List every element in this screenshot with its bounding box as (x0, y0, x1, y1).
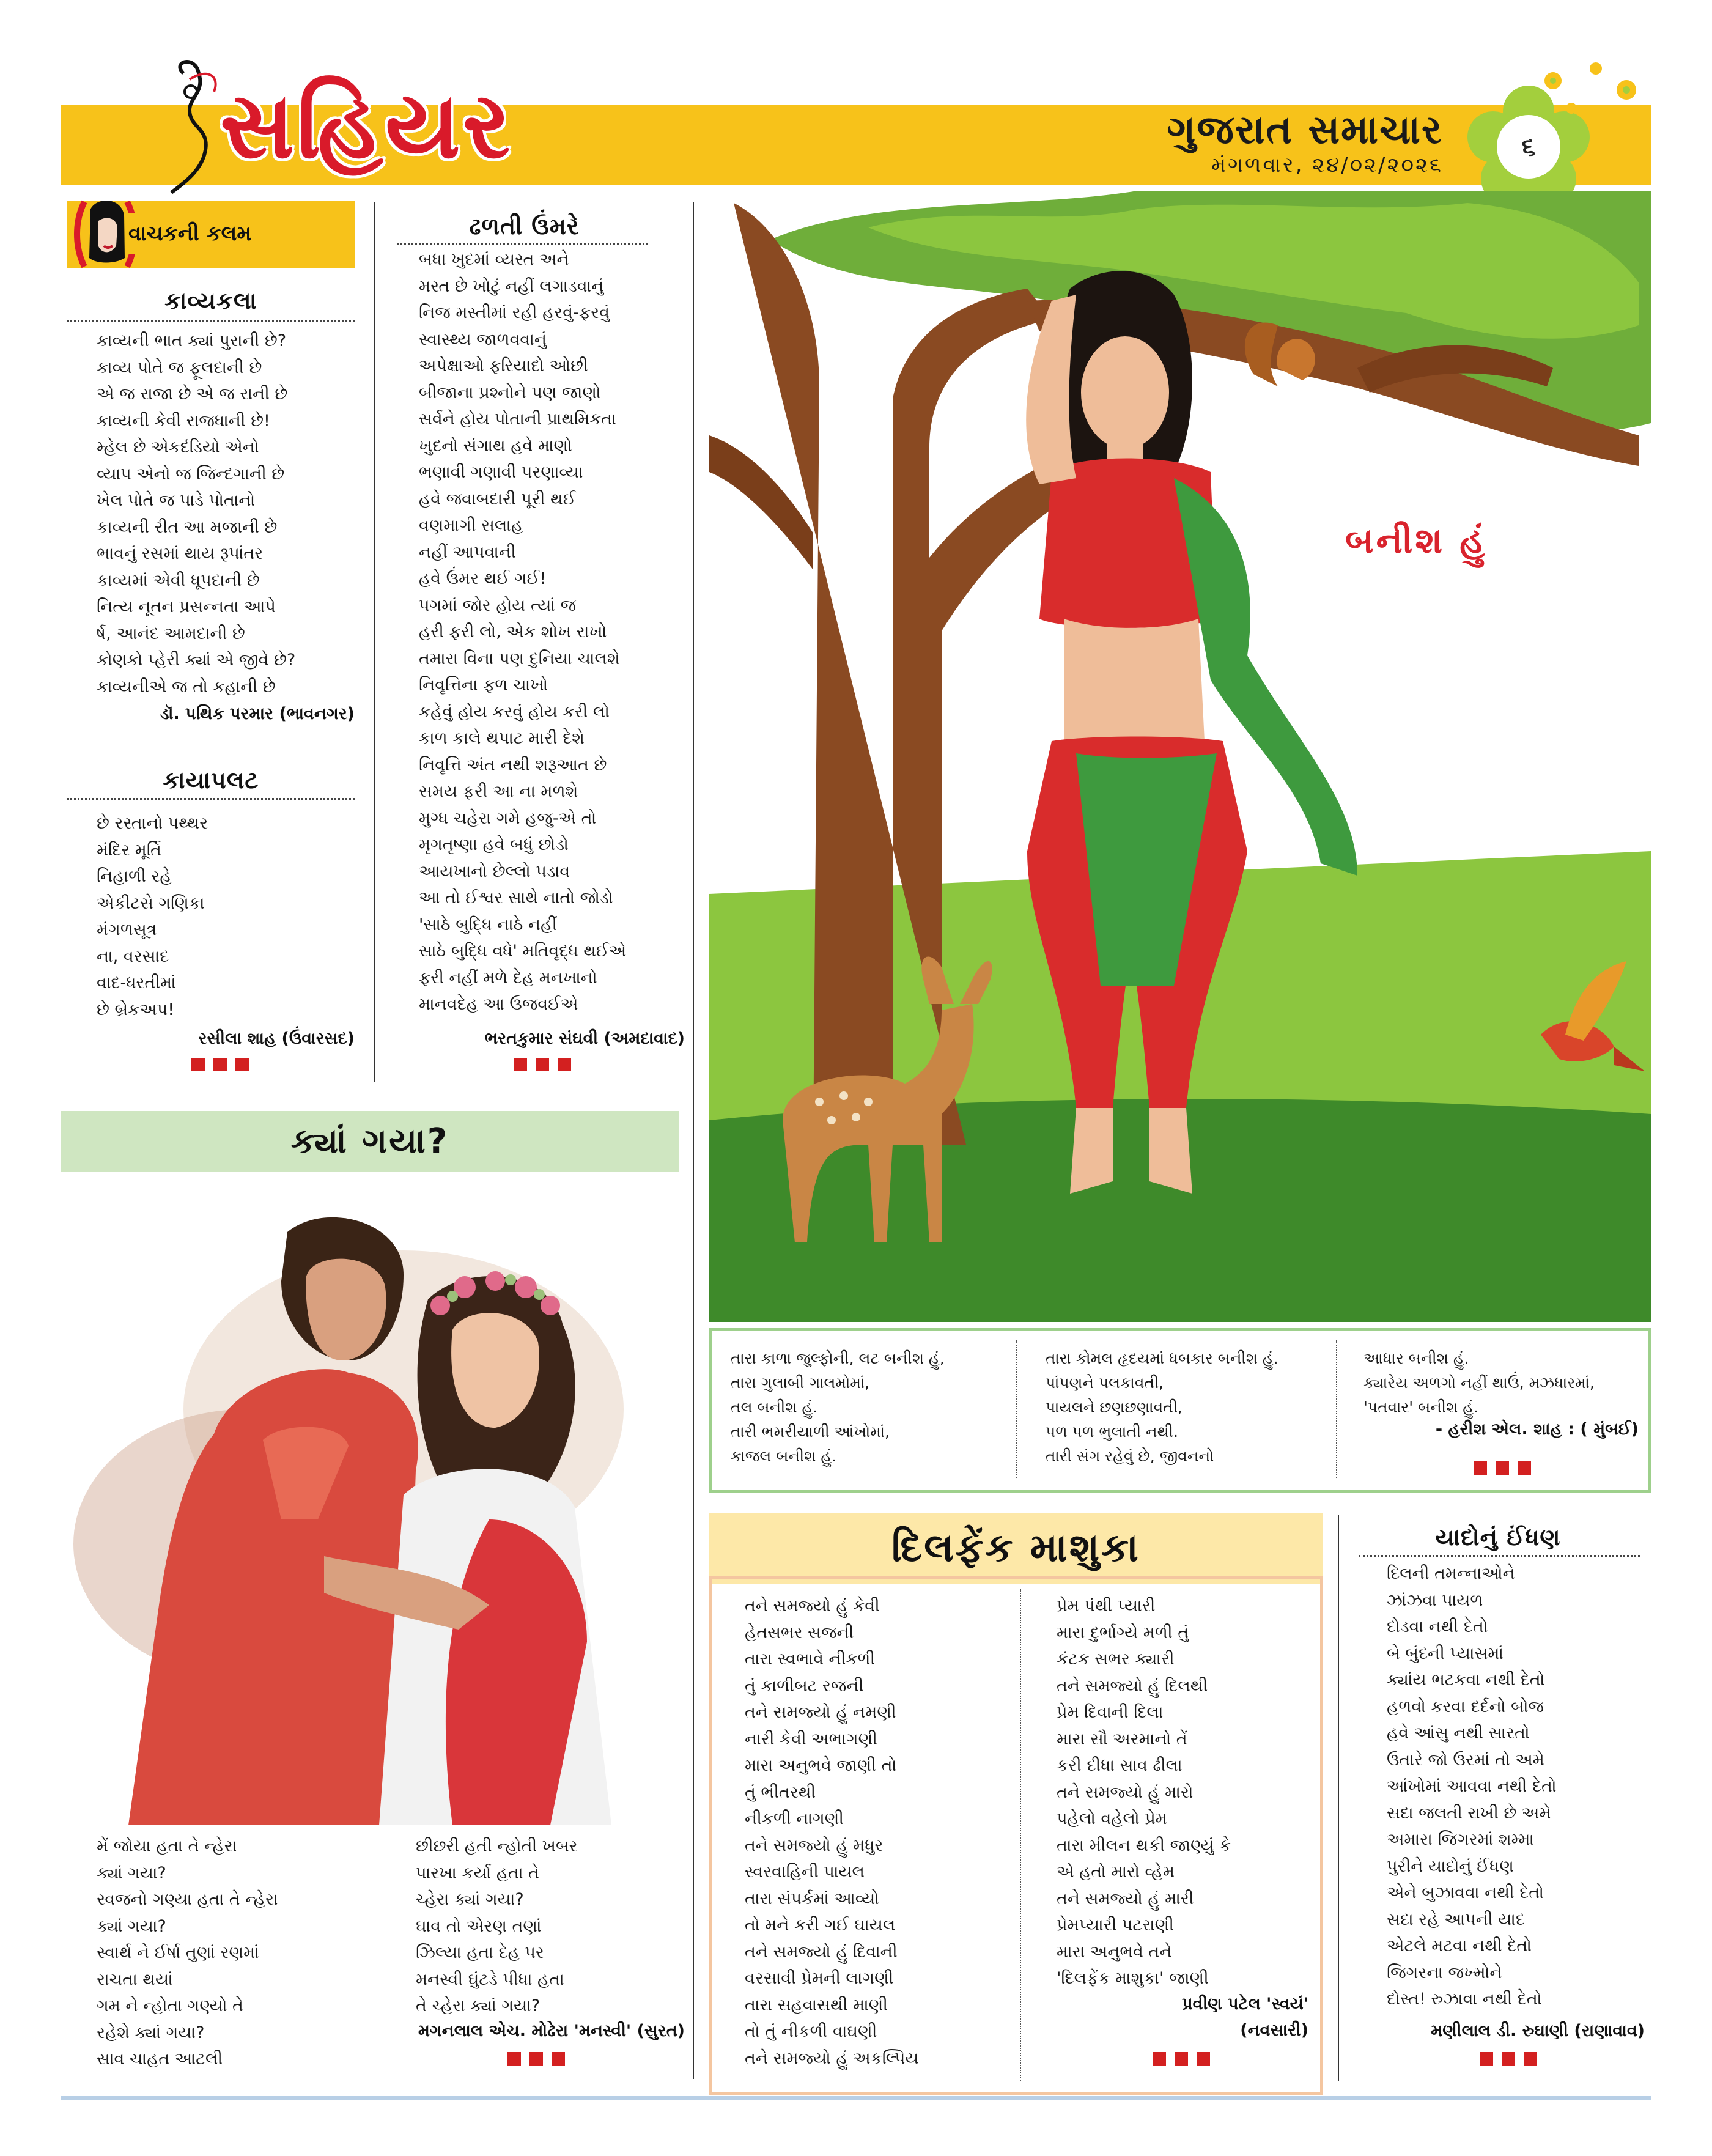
poem-credit: ભરતકુમાર સંઘવી (અમદાવાદ) (484, 1029, 685, 1048)
poem-line: કરી દીધા સાવ ઢીલા (1057, 1756, 1183, 1775)
poem-line: તું કાળીબટ રજની (745, 1676, 864, 1696)
title-divider (67, 320, 355, 322)
poem-line: મારા દુર્ભાગ્યે મળી તું (1057, 1623, 1189, 1642)
poem-line: પાયલને છણછણાવતી, (1046, 1398, 1183, 1416)
poem-line: મંદિર મૂર્તિ (97, 840, 161, 860)
poem-line: ક્યાંય ભટકવા નથી દેતો (1387, 1671, 1545, 1689)
poem-title-kayapalat: કાયાપલટ (163, 767, 259, 794)
poem-line: સર્વને હોય પોતાની પ્રાથમિકતા (419, 410, 616, 429)
poem-line: નીકળી નાગણી (745, 1809, 844, 1828)
poem-line: અપેક્ષાઓ ફરિયાદો ઓછી (419, 356, 588, 375)
title-divider (397, 243, 648, 245)
poem-line: સ્વાસ્થ્ય જાળવવાનું (419, 330, 547, 349)
poem-title-dhalti: ઢળતી ઉંમરે (469, 213, 580, 240)
poem-line: મારા અનુભવે જાણી તો (745, 1756, 897, 1775)
poem-line: મૃગતૃષ્ણા હવે બધું છોડો (419, 835, 569, 854)
poem-line: એને બુઝાવવા નથી દેતો (1387, 1883, 1544, 1902)
poem-line: માનવદેહ આ ઉજવઈએ (419, 995, 578, 1014)
poem-line: તે ચ્હેરા ક્યાં ગયા? (416, 1996, 541, 2015)
poem-line: વાદ-ધરતીમાં (97, 973, 176, 992)
section-logo (147, 55, 513, 196)
poem-line: તારા કોમલ હૃદયમાં ધબકાર બનીશ હું. (1046, 1349, 1278, 1367)
poem-line: કાવ્ય પોતે જ ફૂલદાની છે (97, 358, 262, 377)
poem-line: પાંપણને પલકાવતી, (1046, 1374, 1164, 1392)
banish-col-2 (1046, 1346, 1327, 1469)
poem-line: ક્યાં ગયા? (97, 1863, 166, 1883)
poem-line: તને સમજ્યો હું દિવાની (745, 1942, 898, 1962)
poem-line: નહીં આપવાની (419, 542, 516, 562)
poem-line: ક્યાં ગયા? (97, 1916, 166, 1936)
poem-line: અમારા જિગરમાં શમ્મા (1387, 1830, 1534, 1849)
poem-line: કોણકો પ્હેરી ક્યાં એ જીવે છે? (97, 651, 296, 670)
poem-line: મારા અનુભવે તને (1057, 1942, 1172, 1962)
poem-line: તું ભીતરથી (745, 1782, 816, 1802)
poem-credit: રસીલા શાહ (ઉંવારસદ) (198, 1029, 355, 1048)
kya-gaya-banner: ક્યાં ગયા? (61, 1111, 679, 1172)
poem-title-yaado: યાદોનું ઈંધણ (1435, 1524, 1561, 1551)
banish-col-3 (1363, 1346, 1645, 1420)
poem-line: છે બ્રેકઅપ! (97, 1000, 175, 1019)
poem-line: સ્વજનો ગણ્યા હતા તે ન્હેરા (97, 1890, 278, 1909)
poem-line: ભણાવી ગણાવી પરણાવ્યા (419, 463, 583, 482)
bottom-rule (61, 2096, 1651, 2100)
poem-line: મેં જોયા હતા તે ન્હેરા (97, 1837, 237, 1856)
poem-line: તારા કાળા જુલ્ફોની, લટ બનીશ હું, (731, 1349, 945, 1367)
issue-date: મંગળવાર, ૨૪/૦૨/૨૦૨૬ (1211, 153, 1443, 177)
poem-line: 'પતવાર' બનીશ હું. (1363, 1398, 1478, 1416)
poem-line: હેતસભર સજની (745, 1623, 854, 1642)
woman-under-tree-illustration (709, 191, 1651, 1322)
poem-credit: મગનલાલ એચ. મોઢેરા 'મનસ્વી' (સુરત) (418, 2021, 685, 2040)
dilfenk-col-2 (1057, 1593, 1313, 1992)
column-divider (1336, 1340, 1337, 1478)
poem-line: બીજાના પ્રશ્નોને પણ જાણો (419, 383, 601, 402)
poem-line: વ્યાપ એનો જ જિન્દગાની છે (97, 464, 285, 484)
poem-line: ર્ષ, આનંદ આમદાની છે (97, 624, 245, 643)
couple-illustration (61, 1177, 679, 1825)
poem-line: આ તો ઈશ્વર સાથે નાતો જોડો (419, 888, 613, 907)
poem-line: પ્રેમ દિવાની દિલા (1057, 1703, 1164, 1722)
poem-line: કહેવું હોય કરવું હોય કરી લો (419, 702, 610, 722)
poem-line: મંગળસૂત્ર (97, 920, 157, 939)
end-mark (1474, 1461, 1535, 1475)
poem-line: તો તું નીકળી વાઘણી (745, 2022, 877, 2041)
poem-line: કાવ્યની રીત આ મજાની છે (97, 517, 278, 537)
poem-line: કાવ્યમાં એવી ધૂપદાની છે (97, 570, 260, 590)
poem-line: કાવ્યની ભાત ક્યાં પુરાની છે? (97, 331, 287, 350)
poem-line: પારખા કર્યા હતા તે (416, 1863, 540, 1883)
poem-credit: ડૉ. પથિક પરમાર (ભાવનગર) (160, 704, 355, 723)
poem-yaado (1387, 1560, 1644, 2013)
title-divider (1359, 1555, 1640, 1557)
end-mark (507, 2052, 569, 2066)
poem-line: તમારા વિના પણ દુનિયા ચાલશે (419, 649, 620, 668)
poem-line: ગમ ને ન્હોતા ગણ્યો તે (97, 1996, 243, 2015)
page-number: ૬ (1521, 133, 1536, 161)
poem-line: નિત્ય નૂતન પ્રસન્નતા આપે (97, 597, 276, 616)
section-logo-text: સહિયર (220, 72, 513, 179)
poem-line: હવે જવાબદારી પૂરી થઈ (419, 489, 576, 509)
poem-line: રાચતા થયાં (97, 1970, 173, 1989)
poem-line: હવે ઉંમર થઈ ગઈ! (419, 569, 547, 588)
poem-line: નિવૃત્તિના ફળ ચાખો (419, 676, 548, 695)
poem-credit: મણીલાલ ડી. રુઘાણી (રાણાવાવ) (1431, 2021, 1645, 2040)
poem-kavyakala (97, 328, 360, 700)
poem-line: જિગરના જખ્મોને (1387, 1963, 1502, 1982)
title-divider (67, 798, 355, 800)
poem-line: ચ્હેરા ક્યાં ગયા? (416, 1890, 524, 1909)
column-divider (374, 202, 375, 1082)
poem-line: વણમાગી સલાહ (419, 516, 523, 535)
banish-col-1 (731, 1346, 1012, 1469)
banish-title: બનીશ હું (1345, 520, 1488, 561)
dilfenk-col-1 (745, 1593, 1026, 2072)
poem-credit: પ્રવીણ પટેલ 'સ્વયં' (1182, 1995, 1308, 2014)
poem-credit-place: (નવસારી) (1240, 2021, 1308, 2040)
poem-line: કાવ્યની કેવી રાજધાની છે! (97, 411, 270, 430)
poem-line: હવે આંસુ નથી સારતો (1387, 1724, 1530, 1743)
end-mark (1480, 2052, 1541, 2066)
poem-line: બે બુંદની પ્યાસમાં (1387, 1644, 1504, 1663)
poem-line: 'દિલફેંક માશુકા' જાણી (1057, 1969, 1209, 1988)
poem-line: એટલે મટવા નથી દેતો (1387, 1936, 1532, 1955)
poem-line: હળવો કરવા દર્દનો બોજ (1387, 1697, 1544, 1716)
poem-line: તને સમજ્યો હું મારી (1057, 1889, 1194, 1908)
column-divider (693, 202, 694, 2079)
poem-line: મુગ્ધ ચહેરા ગમે હજુ-એ તો (419, 808, 597, 828)
poem-line: ઉતારે જો ઉરમાં તો અમે (1387, 1750, 1544, 1770)
poem-line: મારા સૌ અરમાનો તેં (1057, 1729, 1187, 1749)
end-mark (191, 1058, 253, 1071)
poem-line: એકીટસે ગણિકા (97, 893, 205, 913)
poem-line: તારા મીલન થકી જાણ્યું કે (1057, 1836, 1231, 1855)
poem-line: તને સમજ્યો હું અકલ્પિય (745, 2048, 919, 2068)
poem-line: કાળ કાલે થપાટ મારી દેશે (419, 729, 585, 748)
poem-line: ના, વરસાદ (97, 947, 169, 966)
decorative-flowers-icon (1529, 56, 1651, 124)
poem-line: તને સમજ્યો હું મધુર (745, 1836, 884, 1855)
poem-line: સ્વરવાહિની પાયલ (745, 1863, 865, 1881)
poem-line: તારા સ્વભાવે નીકળી (745, 1650, 876, 1669)
poem-title-kavyakala: કાવ્યકલા (164, 287, 257, 314)
poem-line: તારા સહવાસથી માણી (745, 1995, 888, 2015)
end-mark (1153, 2052, 1214, 2066)
poem-line: છીછરી હતી ન્હોતી ખબર (416, 1837, 578, 1856)
poem-line: તને સમજ્યો હું કેવી (745, 1597, 880, 1615)
poem-line: પગમાં જોર હોય ત્યાં જ (419, 596, 577, 615)
poem-line: તો મને કરી ગઈ ઘાયલ (745, 1916, 896, 1935)
poem-line: મસ્ત છે ખોટું નહીં લગાડવાનું (419, 276, 604, 296)
poem-line: દોસ્ત! રુઝાવા નથી દેતો (1387, 1990, 1542, 2009)
poem-line: છે રસ્તાનો પથ્થર (97, 814, 208, 833)
poem-line: ઝિલ્યા હતા દેહ પર (416, 1943, 544, 1962)
poem-line: તારા ગુલાબી ગાલમોમાં, (731, 1374, 870, 1392)
poem-line: ઝાંઝવા પાયળ (1387, 1590, 1483, 1610)
poem-line: નિવૃત્તિ અંત નથી શરૂઆત છે (419, 755, 607, 775)
dilfenk-banner: દિલફેંક માશુકા (709, 1513, 1323, 1584)
poem-line: સાવ ચાહત આટલી (97, 2050, 223, 2069)
poem-line: તને સમજ્યો હું મારો (1057, 1782, 1194, 1802)
poem-line: પ્રેમપ્યારી પટરાણી (1057, 1916, 1174, 1935)
poem-line: દોડવા નથી દેતો (1387, 1617, 1488, 1636)
poem-line: તારી ભમરીયાળી આંખોમાં, (731, 1423, 890, 1441)
poem-line: સદા રહે આપની યાદ (1387, 1910, 1526, 1929)
poem-line: સદા જલતી રાખી છે અમે (1387, 1803, 1551, 1823)
poem-line: પુરીને યાદોનું ઈંધણ (1387, 1856, 1514, 1876)
poem-line: નિહાળી રહે (97, 867, 172, 886)
poem-line: તારા સંપર્કમાં આવ્યો (745, 1889, 879, 1908)
poem-line: સમય ફરી આ ના મળશે (419, 782, 578, 801)
poem-line: તારી સંગ રહેવું છે, જીવનનો (1046, 1447, 1214, 1465)
newspaper-name: ગુજરાત સમાચાર (1167, 108, 1443, 153)
poem-line: આંખોમાં આવવા નથી દેતો (1387, 1777, 1557, 1796)
poem-line: તને સમજ્યો હું નમણી (745, 1703, 896, 1722)
poem-line: ક્યારેય અળગો નહીં થાઉં, મઝધારમાં, (1363, 1374, 1595, 1392)
poem-line: સ્વાર્થ ને ઈર્ષા તુણાં રણમાં (97, 1943, 259, 1962)
poem-line: વરસાવી પ્રેમની લાગણી (745, 1969, 894, 1988)
poem-line: પળ પળ ભુલાતી નથી. (1046, 1423, 1178, 1441)
column-divider (1020, 1589, 1021, 2081)
poem-line: તલ બનીશ હું. (731, 1398, 818, 1416)
column-divider (1338, 1515, 1339, 2081)
poem-line: નિજ મસ્તીમાં રહી હરવું-ફરવું (419, 303, 610, 322)
poem-line: ઘાવ તો એરણ તણાં (416, 1916, 542, 1936)
poem-line: ફરી નહીં મળે દેહ મનખાનો (419, 968, 597, 988)
poem-line: ખેલ પોતે જ પાડે પોતાનો (97, 491, 256, 510)
poem-line: મનસ્વી ઘુંટડે પીધા હતા (416, 1970, 564, 1989)
column-divider (1016, 1340, 1017, 1478)
poem-line: મ્હેલ છે એકદંડિયો એનો (97, 438, 259, 457)
poem-line: એ જ રાજા છે એ જ રાની છે (97, 385, 288, 404)
poem-kayapalat (97, 810, 353, 1023)
poem-line: ખુદનો સંગાથ હવે માણો (419, 436, 572, 456)
poem-line: એ હતો મારો વ્હેમ (1057, 1863, 1175, 1881)
poem-kya-gaya-left (97, 1833, 353, 2073)
poem-line: બધા ખુદમાં વ્યસ્ત અને (419, 250, 569, 269)
poem-line: પ્રેમ પંથી પ્યારી (1057, 1597, 1156, 1615)
end-mark (514, 1058, 575, 1071)
poem-line: નારી કેવી અભાગણી (745, 1729, 877, 1749)
sahiyar-figure-icon (147, 55, 232, 196)
poem-line: 'સાઠે બુદ્ધિ નાઠે નહીં (419, 915, 557, 934)
poem-line: તને સમજ્યો હું દિલથી (1057, 1676, 1208, 1696)
poem-line: રહેશે ક્યાં ગયા? (97, 2023, 205, 2042)
poem-line: કાજલ બનીશ હું. (731, 1447, 837, 1465)
poem-line: કાવ્યનીએ જ તો કહાની છે (97, 677, 276, 696)
poem-line: દિલની તમન્નાઓને (1387, 1564, 1515, 1583)
poem-line: ભાવનું રસમાં થાય રૂપાંતર (97, 544, 264, 563)
reader-column-label: વાચકની કલમ (128, 213, 349, 254)
poem-line: હરી ફરી લો, એક શોખ રાખો (419, 622, 607, 641)
poem-line: સાઠે બુદ્ધિ વધે' મતિવૃદ્ધ થઈએ (419, 942, 627, 961)
poem-line: આયખાનો છેલ્લો પડાવ (419, 862, 570, 881)
poem-line: કંટક સભર ક્યારી (1057, 1650, 1175, 1669)
poem-line: આધાર બનીશ હું. (1363, 1349, 1469, 1367)
poem-line: પહેલો વહેલો પ્રેમ (1057, 1809, 1167, 1828)
poem-credit: - હરીશ એલ. શાહ : ( મુંબઈ) (1435, 1420, 1639, 1439)
poem-kya-gaya-right (416, 1833, 673, 2020)
poem-dhalti (419, 246, 676, 1018)
